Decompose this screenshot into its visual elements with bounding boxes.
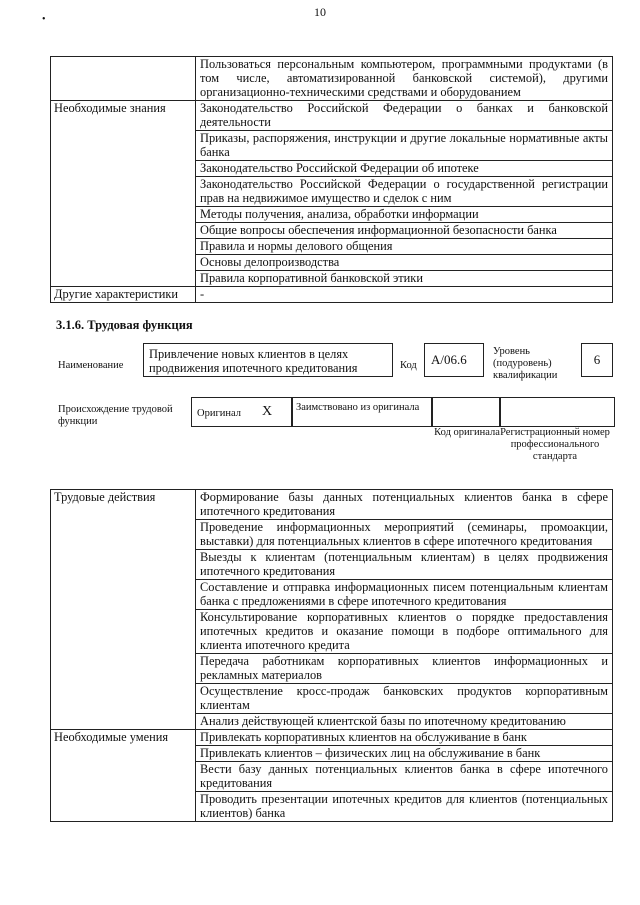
code-original-label: Код оригинала (434, 427, 500, 438)
code-original-cell (431, 397, 501, 427)
labor-actions-table (50, 489, 613, 822)
table-cell-text: Передача работникам корпоративных клиентов информационных и рекламных материалов (196, 654, 613, 684)
origin-label: Происхождение трудовой функции (58, 404, 173, 427)
table-cell-label: Трудовые действия (51, 490, 196, 730)
table-cell-text: Общие вопросы обеспечения информационной безопасности банка (196, 223, 613, 239)
table-row (51, 490, 613, 520)
table-cell-text: Законодательство Российской Федерации об ипотеке (196, 161, 613, 177)
table-cell-text: Осуществление кросс-продаж банковских продуктов корпоративным клиентам (196, 684, 613, 714)
level-value: 6 (593, 352, 601, 367)
table-cell-text: Привлекать корпоративных клиентов на обслуживание в банк (196, 730, 613, 746)
table-cell-text: Составление и отправка информационных писем потенциальным клиентам банка с предложениями в сфере ипотечного кредитования (196, 580, 613, 610)
table-cell-text: Анализ действующей клиентской базы по ипотечному кредитованию (196, 714, 613, 730)
section-title: 3.1.6. Трудовая функция (56, 318, 193, 332)
code-box (424, 343, 484, 377)
table-row (51, 287, 613, 303)
function-name: Привлечение новых клиентов в целях продвижения ипотечного кредитования (149, 347, 358, 375)
table-cell-label (51, 57, 196, 101)
table-row (51, 57, 613, 101)
page-mark: • (42, 14, 46, 25)
table-cell-label: Необходимые умения (51, 730, 196, 822)
table-cell-text: Проведение информационных мероприятий (семинары, промоакции, выставки) для потенциальных клиентов в сфере ипотечного кредитования (196, 520, 613, 550)
table-cell-label: Другие характеристики (51, 287, 196, 303)
reg-number-cell (499, 397, 615, 427)
function-name-box (143, 343, 393, 377)
table-cell-text: Пользоваться персональным компьютером, программными продуктами (в том числе, автоматизированной банковской системой), другими организационно-техническими средствами и оборудованием (196, 57, 613, 101)
table-cell-text: Основы делопроизводства (196, 255, 613, 271)
table-cell-text: Проводить презентации ипотечных кредитов для клиентов (потенциальных клиентов) банка (196, 792, 613, 822)
table-cell-text: Формирование базы данных потенциальных клиентов банка в сфере ипотечного кредитования (196, 490, 613, 520)
table-cell-text: Методы получения, анализа, обработки информации (196, 207, 613, 223)
code-value: А/06.6 (431, 352, 467, 367)
reg-number-label: Регистрационный номер профессионального стандарта (500, 427, 610, 462)
borrowed-label: Заимствовано из оригинала (296, 402, 420, 413)
name-label: Наименование (58, 360, 124, 371)
table-cell-text: Правила корпоративной банковской этики (196, 271, 613, 287)
level-label: Уровень (подуровень) квалификации (493, 346, 558, 381)
table-row (51, 101, 613, 131)
table-cell-label: Необходимые знания (51, 101, 196, 287)
table-cell-text: - (196, 287, 613, 303)
table-cell-text: Приказы, распоряжения, инструкции и другие локальные нормативные акты банка (196, 131, 613, 161)
original-mark: X (262, 404, 273, 419)
level-box (581, 343, 613, 377)
table-cell-text: Правила и нормы делового общения (196, 239, 613, 255)
table-cell-text: Консультирование корпоративных клиентов о порядке предоставления ипотечных кредитов и оказание помощи в подборе оптимального для клиента ипотечного кредита (196, 610, 613, 654)
table-cell-text: Выезды к клиентам (потенциальным клиентам) в целях продвижения ипотечного кредитования (196, 550, 613, 580)
table-cell-text: Вести базу данных потенциальных клиентов банка в сфере ипотечного кредитования (196, 762, 613, 792)
table-row (51, 730, 613, 746)
original-label: Оригинал (197, 408, 241, 419)
table-cell-text: Привлекать клиентов – физических лиц на обслуживание в банк (196, 746, 613, 762)
page-number: 10 (314, 5, 326, 19)
table-cell-text: Законодательство Российской Федерации о банках и банковской деятельности (196, 101, 613, 131)
code-label: Код (400, 360, 417, 371)
table-cell-text: Законодательство Российской Федерации о государственной регистрации прав на недвижимое имущество и сделок с ним (196, 177, 613, 207)
knowledge-table (50, 56, 613, 303)
